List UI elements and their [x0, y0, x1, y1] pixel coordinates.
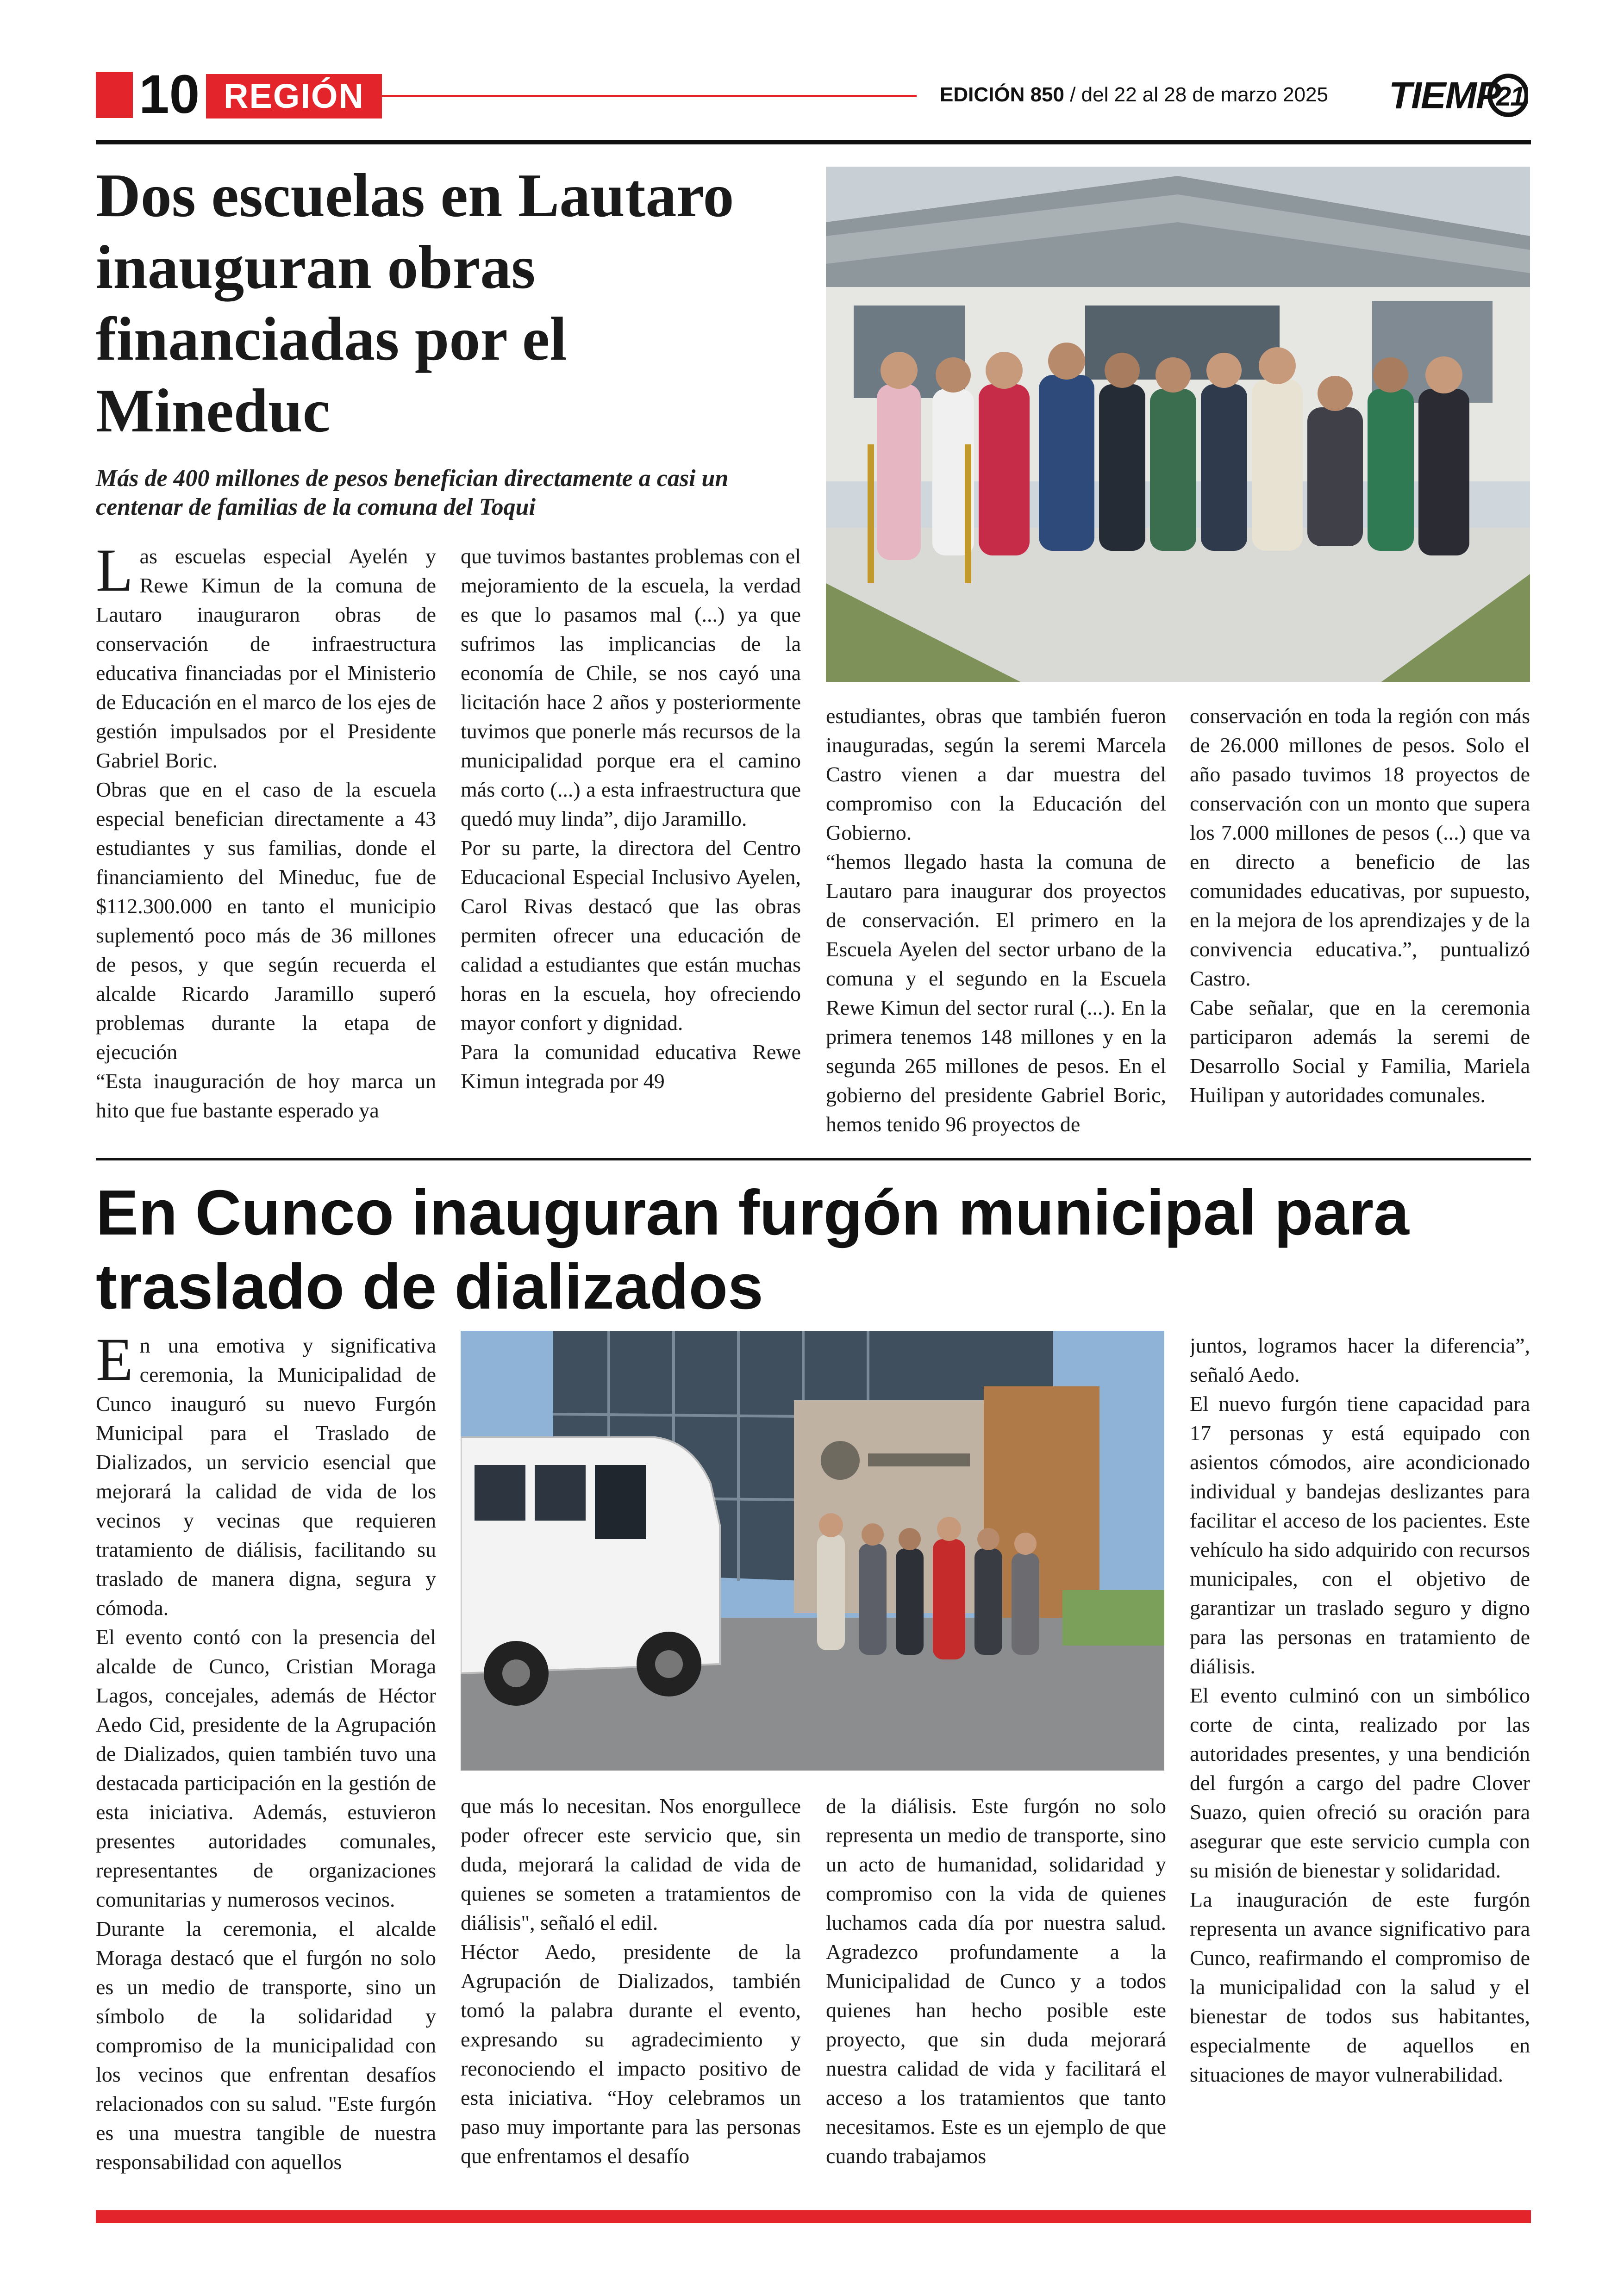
article2-column-2	[461, 1791, 801, 2185]
paragraph: Cabe señalar, que en la ceremonia participaron además la seremi de Desarrollo Social y Familia, Mariela Huilipan y autoridades comunales.	[1190, 996, 1530, 1107]
header-red-block	[96, 72, 133, 118]
svg-text:TIEMP: TIEMP	[1389, 75, 1500, 117]
section-label: REGIÓN	[206, 74, 382, 118]
edition-number: EDICIÓN 850	[940, 83, 1064, 106]
paragraph: juntos, logramos hacer la diferencia”, señaló Aedo.	[1190, 1334, 1530, 1386]
drop-cap: E	[96, 1331, 133, 1393]
edition-info	[940, 81, 1328, 109]
newspaper-logo	[1389, 70, 1528, 132]
paragraph: El evento culminó con un simbólico corte de cinta, realizado por las autoridades presentes, y una bendición del furgón a cargo del padre Clover Suazo, quien ofreció su oración para asegurar que este servicio cumpla con su misión de bienestar y solidaridad.	[1190, 1684, 1530, 1882]
paragraph: El nuevo furgón tiene capacidad para 17 personas y está equipado con asientos cómodos, aire acondicionado individual y bandejas deslizantes para facilitar el acceso de los pacientes. Este vehículo ha sido adquirido con recursos municipales, con el objetivo de garantizar un traslado seguro y digno para las personas en tratamiento de diálisis.	[1190, 1392, 1530, 1678]
paragraph: “Esta inauguración de hoy marca un hito que fue bastante esperado ya	[96, 1069, 436, 1122]
header-red-line	[370, 95, 917, 97]
article2-column-3	[826, 1791, 1166, 2185]
paragraph-text: as escuelas especial Ayelén y Rewe Kimun de la comuna de Lautaro inauguraron obras de conservación de infraestructura educativa financiadas por el Ministerio de Educación en el marco de los ejes de gestión impulsados por el Presidente Gabriel Boric.	[96, 544, 436, 772]
paragraph: que tuvimos bastantes problemas con el mejoramiento de la escuela, la verdad es que lo pasamos mal (...) ya que sufrimos las implicancias de la economía de Chile, se nos cayó una licitación hace 2 años y posteriormente tuvimos que ponerle más recursos de la municipalidad porque era el camino más corto (...) a esta infraestructura que quedó muy linda”, dijo Jaramillo.	[461, 544, 801, 830]
drop-cap: L	[96, 542, 133, 604]
article2-column-4	[1190, 1331, 1530, 2183]
paragraph: estudiantes, obras que también fueron inauguradas, según la seremi Marcela Castro vienen a dar muestra del compromiso con la Educación del Gobierno.	[826, 704, 1166, 844]
paragraph	[96, 542, 436, 775]
paragraph-text: n una emotiva y significativa ceremonia, la Municipalidad de Cunco inauguró su nuevo Furgón Municipal para el Traslado de Dializados, un servicio esencial que mejorará la calidad de vida de los vecinos y vecinas que requieren tratamiento de diálisis, facilitando su traslado de manera digna, segura y cómoda.	[96, 1334, 436, 1620]
paragraph: Por su parte, la directora del Centro Educacional Especial Inclusivo Ayelen, Carol Rivas destacó que las obras permiten ofrecer una educación de calidad a estudiantes que están muchas horas en la escuela, hoy ofreciendo mayor confort y dignidad.	[461, 836, 801, 1035]
page-number: 10	[139, 64, 200, 125]
van-inauguration-photo	[461, 1331, 1164, 1771]
logo-image	[1389, 70, 1528, 121]
article1-title: Dos escuelas en Lautaro inauguran obras financiadas por el Mineduc	[96, 161, 734, 445]
article1-photo	[826, 167, 1530, 682]
article1-subtitle: Más de 400 millones de pesos benefician directamente a casi un centenar de familias de la comuna del Toqui	[96, 465, 729, 520]
article1-column-1	[96, 542, 436, 1129]
paragraph: Obras que en el caso de la escuela especial benefician directamente a 43 estudiantes y sus familias, donde el financiamiento del Mineduc, fue de $112.300.000 en tanto el municipio suplementó poco más de 36 millones de pesos, y que según recuerda el alcalde Ricardo Jaramillo superó problemas durante la etapa de ejecución	[96, 778, 436, 1064]
article2-title: En Cunco inauguran furgón municipal para traslado de dializados	[96, 1177, 1409, 1322]
paragraph: Para la comunidad educativa Rewe Kimun integrada por 49	[461, 1040, 801, 1093]
article1-column-2	[461, 542, 801, 1129]
header-rule	[96, 140, 1531, 144]
paragraph: que más lo necesitan. Nos enorgullece poder ofrecer este servicio que, sin duda, mejorará la calidad de vida de quienes se someten a tratamientos de diálisis", señaló el edil.	[461, 1794, 801, 1934]
paragraph: de la diálisis. Este furgón no solo representa un medio de transporte, sino un acto de humanidad, solidaridad y compromiso con la vida de quienes luchamos cada día por nuestra salud. Agradezco profundamente a la Municipalidad de Cunco y a todos quienes han hecho posible este proyecto, que sin duda mejorará nuestra calidad de vida y facilitará el acceso a los tratamientos que tanto necesitamos. Este es un ejemplo de que cuando trabajamos	[826, 1794, 1166, 2168]
paragraph: Durante la ceremonia, el alcalde Moraga destacó que el furgón no solo es un medio de transporte, sino un símbolo de la solidaridad y compromiso de la municipalidad con los vecinos que enfrentan desafíos relacionados con su salud. "Este furgón es una muestra tangible de nuestra responsabilidad con aquellos	[96, 1917, 436, 2174]
paragraph: “hemos llegado hasta la comuna de Lautaro para inaugurar dos proyectos de conservación. El primero en la Escuela Ayelen del sector urbano de la comuna y el segundo en la Escuela Rewe Kimun del sector rural (...). En la primera tenemos 148 millones y en la segunda 265 millones de pesos. En el gobierno del presidente Gabriel Boric, hemos tenido 96 proyectos de	[826, 850, 1166, 1136]
paragraph: Héctor Aedo, presidente de la Agrupación de Dializados, también tomó la palabra durante el evento, expresando su agradecimiento y reconociendo el impacto positivo de esta iniciativa. “Hoy celebramos un paso muy importante para las personas que enfrentamos el desafío	[461, 1940, 801, 2168]
article1-column-3	[826, 701, 1166, 1146]
article2-column-1	[96, 1331, 436, 2183]
paragraph: conservación en toda la región con más de 26.000 millones de pesos. Solo el año pasado tuvimos 18 proyectos de conservación con un monto que supera los 7.000 millones de pesos (...) que va en directo a beneficio de las comunidades educativas, por supuesto, en la mejora de los aprendizajes y de la convivencia educativa.”, puntualizó Castro.	[1190, 704, 1530, 990]
svg-text:21: 21	[1496, 81, 1524, 112]
article2-photo	[461, 1331, 1164, 1771]
school-group-photo	[826, 167, 1530, 682]
paragraph: La inauguración de este furgón representa un avance significativo para Cunco, reafirmando el compromiso de la municipalidad con la salud y el bienestar de todos sus habitantes, especialmente de aquellos en situaciones de mayor vulnerabilidad.	[1190, 1888, 1530, 2086]
paragraph: El evento contó con la presencia del alcalde de Cunco, Cristian Moraga Lagos, concejales, además de Héctor Aedo Cid, presidente de la Agrupación de Dializados, quien también tuvo una destacada participación en la gestión de esta iniciativa. Además, estuvieron presentes autoridades comunales, representantes de organizaciones comunitarias y numerosos vecinos.	[96, 1625, 436, 1911]
article-divider	[96, 1158, 1531, 1160]
article1-column-4	[1190, 701, 1530, 1146]
footer-red-bar	[96, 2210, 1531, 2223]
edition-dates: / del 22 al 28 de marzo 2025	[1064, 83, 1328, 106]
paragraph	[96, 1331, 436, 1622]
